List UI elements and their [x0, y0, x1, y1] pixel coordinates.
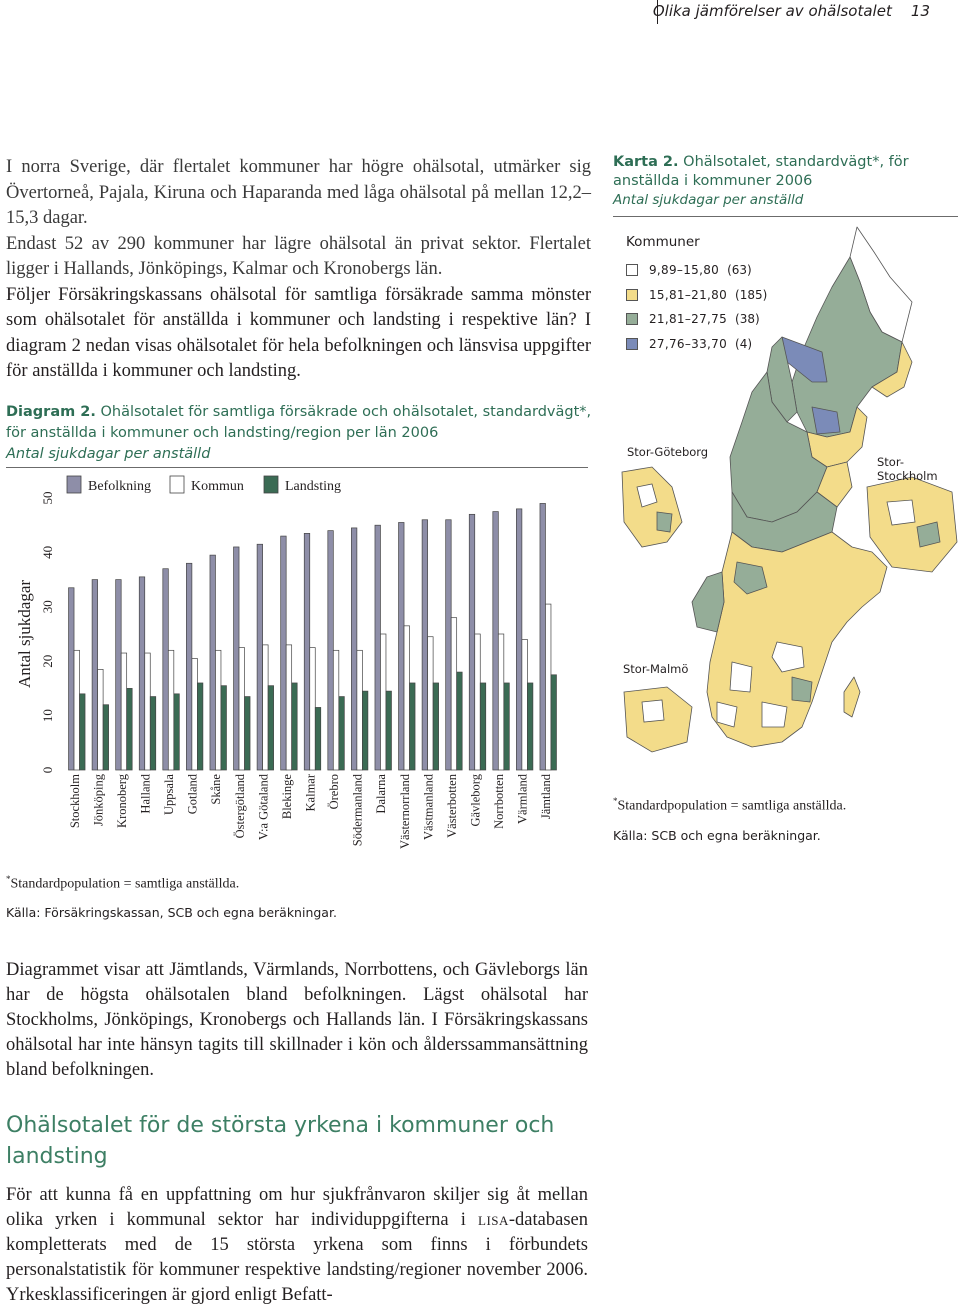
map-label-goteborg: Stor-Göteborg	[627, 445, 709, 459]
bar-kommun-18	[498, 634, 504, 770]
bar-kommun-1	[98, 669, 104, 770]
bar-befolkning-6	[210, 555, 216, 770]
intro-line-1: I norra Sverige, där flertalet kommuner har högre ohälsotal, utmärker sig Övertorneå, Pajala, Kiruna och Haparanda med låga ohälsotal på mellan 12,2–15,3 dagar.	[6, 157, 591, 228]
bar-kommun-15	[428, 637, 434, 770]
bar-landsting-18	[504, 683, 510, 770]
bar-kommun-11	[333, 650, 339, 770]
intro-text	[6, 155, 591, 385]
x-category-label: Jönköping	[91, 774, 106, 827]
bar-kommun-0	[74, 650, 80, 770]
bar-kommun-10	[310, 648, 316, 770]
x-category-label: Jämtland	[539, 774, 554, 820]
bar-kommun-2	[121, 653, 127, 770]
inset-stockholm-green	[917, 522, 940, 547]
bar-landsting-11	[339, 697, 345, 770]
bar-befolkning-10	[304, 533, 310, 770]
x-category-label: Gotland	[185, 774, 200, 815]
diagram-unit: Antal sjukdagar per anställd	[6, 446, 211, 462]
running-header	[0, 0, 960, 24]
para3-part-a: För att kunna få en uppfattning om hur sjukfrånvaron skiljer sig åt mellan olika yrken i kommunal sektor har individuppgifterna i	[6, 1185, 588, 1230]
x-category-label: Södermanland	[350, 774, 365, 847]
legend-label-kommun: Kommun	[191, 479, 244, 494]
bar-kommun-4	[168, 650, 174, 770]
legend-swatch-kommun	[170, 476, 184, 493]
diagram-footnote	[6, 874, 239, 893]
karta-label: Karta 2.	[613, 154, 679, 170]
bar-befolkning-1	[92, 580, 98, 770]
map-region-white-2	[730, 662, 752, 692]
diagram-footnote-mark: *	[6, 874, 11, 884]
x-category-label: Värmland	[515, 774, 530, 824]
legend-swatch-2	[626, 289, 638, 301]
y-tick-label: 0	[40, 766, 55, 774]
bar-landsting-7	[245, 697, 251, 770]
inset-goteborg	[622, 467, 682, 547]
legend-range-3: 21,81–27,75	[649, 312, 728, 327]
bar-landsting-19	[527, 683, 533, 770]
x-category-label: Östergötland	[232, 774, 247, 839]
running-title: Olika jämförelser av ohälsotalet	[652, 2, 892, 20]
bar-landsting-0	[80, 694, 86, 770]
bar-befolkning-3	[139, 577, 145, 770]
legend-range-2: 15,81–21,80	[649, 287, 728, 302]
diagram-heading	[6, 402, 596, 465]
bar-landsting-13	[386, 691, 392, 770]
x-category-label: Dalarna	[374, 774, 389, 814]
bar-kommun-14	[404, 626, 410, 770]
legend-count-2: (185)	[735, 287, 768, 302]
map-label-stockholm: Stor-Stockholm	[877, 455, 938, 483]
x-category-label: Skåne	[209, 774, 224, 805]
map-region-varmland	[692, 572, 724, 632]
bar-kommun-5	[192, 658, 198, 770]
legend-swatch-befolkning	[67, 476, 81, 493]
bar-landsting-10	[315, 707, 321, 770]
legend-swatch-landsting	[264, 476, 278, 493]
legend-count-3: (38)	[735, 312, 760, 327]
karta-rule	[613, 216, 958, 217]
bar-befolkning-16	[446, 520, 452, 770]
bar-kommun-19	[522, 639, 528, 770]
x-category-label: Västernorrland	[397, 774, 412, 849]
y-tick-label: 30	[40, 600, 55, 614]
x-category-label: Norrbotten	[492, 774, 507, 829]
legend-swatch-1	[626, 264, 638, 276]
legend-title: Kommuner	[626, 234, 700, 250]
intro-line-3: Följer Försäkringskassans ohälsotal för samtliga försäkrade samma mönster som ohälsotalet för anställda i kommuner och landsting i respektive län? I diagram 2 nedan visas ohälsotalet för hela befolkningen och länsvisa uppgifter för anställda i kommuner och landsting.	[6, 284, 591, 381]
y-axis-title: Antal sjukdagar	[15, 579, 34, 689]
bar-landsting-14	[410, 683, 416, 770]
bar-befolkning-19	[516, 509, 522, 770]
legend-row-2	[626, 283, 767, 308]
karta-footnote	[613, 796, 846, 815]
page-number: 13	[910, 2, 930, 20]
bar-befolkning-7	[234, 547, 240, 770]
legend-row-3	[626, 307, 767, 332]
karta-source: Källa: SCB och egna beräkningar.	[613, 828, 821, 843]
legend-label-landsting: Landsting	[285, 479, 341, 494]
bar-befolkning-8	[257, 544, 263, 770]
bar-befolkning-0	[69, 588, 75, 770]
bar-kommun-17	[475, 634, 481, 770]
para3-part-b: -databasen kompletterats med de 15 största yrkena som finns i förbundets personalstatistik för kommuner respektive landsting/regioner november 2006. Yrkesklassificeringen är gjord enligt Befatt-	[6, 1210, 588, 1305]
bar-chart	[0, 470, 600, 870]
bar-befolkning-15	[422, 520, 428, 770]
bar-landsting-3	[150, 697, 156, 770]
bar-befolkning-13	[375, 525, 381, 770]
x-category-label: Blekinge	[279, 774, 294, 820]
bar-landsting-12	[362, 691, 368, 770]
bar-kommun-9	[286, 645, 292, 770]
diagram-label: Diagram 2.	[6, 404, 96, 420]
legend-count-4: (4)	[735, 336, 753, 351]
karta-footnote-mark: *	[613, 796, 618, 806]
bar-kommun-6	[215, 650, 221, 770]
bar-landsting-1	[103, 705, 109, 770]
map-region-gotland	[844, 677, 860, 717]
bar-landsting-9	[292, 683, 298, 770]
bar-kommun-8	[263, 645, 269, 770]
bar-befolkning-5	[186, 563, 192, 770]
bar-befolkning-2	[116, 580, 122, 770]
legend-swatch-3	[626, 313, 638, 325]
legend-row-4	[626, 332, 767, 357]
legend-range-1: 9,89–15,80	[649, 263, 720, 278]
x-category-label: Halland	[138, 774, 153, 814]
bar-landsting-20	[551, 675, 557, 770]
bar-kommun-3	[145, 653, 151, 770]
x-category-label: Kalmar	[303, 774, 318, 812]
legend-swatch-4	[626, 338, 638, 350]
bar-kommun-13	[380, 634, 386, 770]
bar-befolkning-11	[328, 531, 334, 770]
header-text	[653, 2, 930, 20]
y-tick-label: 10	[40, 709, 55, 723]
body-paragraph-2: Diagrammet visar att Jämtlands, Värmlands, Norrbottens, och Gävleborgs län har de högsta ohälsotalen bland befolkningen. Lägst ohälsotal har Stockholms, Jönköpings, Kronobergs och Hallands län. I Försäkringskassans ohälsotal har inte hänsyn tagits till skillnader i kön och ålderssammansättning bland befolkningen.	[6, 960, 588, 1080]
legend-count-1: (63)	[727, 263, 752, 278]
bar-befolkning-12	[351, 528, 357, 770]
bar-befolkning-4	[163, 569, 169, 770]
bar-kommun-7	[239, 648, 245, 770]
bar-befolkning-17	[469, 514, 475, 770]
karta-title: Ohälsotalet, standardvägt*, för anställda i kommuner 2006	[613, 154, 909, 189]
bar-befolkning-20	[540, 503, 546, 770]
inset-goteborg-green	[657, 512, 672, 532]
x-category-label: Västerbotten	[444, 774, 459, 838]
bar-befolkning-9	[281, 536, 287, 770]
x-category-label: Uppsala	[162, 774, 177, 815]
bar-kommun-12	[357, 650, 363, 770]
diagram-source: Källa: Försäkringskassan, SCB och egna beräkningar.	[6, 905, 337, 920]
bar-landsting-4	[174, 694, 180, 770]
bar-landsting-5	[197, 683, 203, 770]
x-category-label: Örebro	[327, 774, 342, 810]
legend-row-1	[626, 258, 767, 283]
bar-landsting-8	[268, 686, 274, 770]
x-category-label: Gävleborg	[468, 774, 483, 827]
diagram-title: Ohälsotalet för samtliga försäkrade och ohälsotalet, standardvägt*, för anställda i kommuner och landsting/region per län 2006	[6, 404, 592, 441]
x-category-label: Västmanland	[421, 774, 436, 840]
inset-stockholm	[867, 477, 957, 572]
diagram-footnote-text: Standardpopulation = samtliga anställda.	[10, 876, 240, 892]
inset-stockholm-white	[887, 500, 915, 525]
bar-befolkning-14	[399, 522, 405, 770]
bar-kommun-20	[545, 604, 551, 770]
body-paragraph-3	[6, 1183, 588, 1308]
intro-line-2: Endast 52 av 290 kommuner har lägre ohälsotal än privat sektor. Flertalet ligger i Hallands, Jönköpings, Kalmar och Kronobergs län.	[6, 233, 591, 279]
bar-landsting-2	[127, 688, 133, 770]
bar-landsting-6	[221, 686, 227, 770]
x-category-label: Stockholm	[67, 774, 82, 829]
inset-malmo-white	[642, 700, 664, 722]
diagram-rule	[6, 467, 588, 468]
y-tick-label: 20	[40, 654, 55, 668]
bar-befolkning-18	[493, 512, 499, 770]
map-legend	[626, 234, 767, 356]
section-heading: Ohälsotalet för de största yrkena i kommuner och landsting	[6, 1113, 555, 1169]
bar-landsting-15	[433, 683, 439, 770]
bar-kommun-16	[451, 618, 457, 770]
karta-unit: Antal sjukdagar per anställd	[613, 192, 804, 208]
x-category-label: Kronoberg	[114, 774, 129, 828]
y-tick-label: 40	[40, 545, 55, 559]
bar-landsting-16	[457, 672, 463, 770]
bar-landsting-17	[480, 683, 486, 770]
legend-range-4: 27,76–33,70	[649, 336, 728, 351]
x-category-label: V:a Götaland	[256, 774, 271, 841]
karta-footnote-text: Standardpopulation = samtliga anställda.	[617, 798, 847, 814]
para3-lisa: lisa	[478, 1210, 509, 1230]
y-tick-label: 50	[40, 491, 55, 505]
karta-heading	[613, 153, 958, 210]
legend-label-befolkning: Befolkning	[88, 479, 151, 494]
map-label-malmo: Stor-Malmö	[623, 662, 689, 676]
